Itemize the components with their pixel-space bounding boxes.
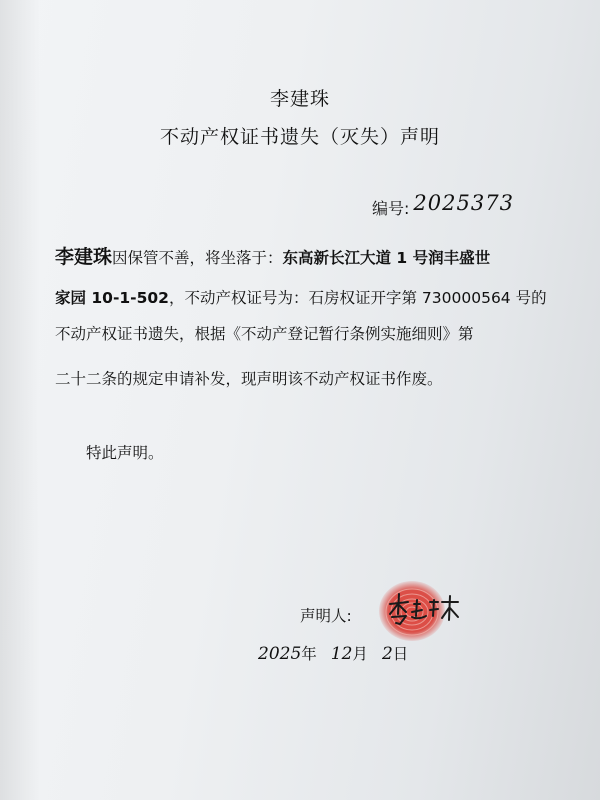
- document-title-name: 李建珠: [269, 88, 330, 110]
- serial-number: [372, 191, 514, 219]
- date-day-unit: 日: [392, 645, 409, 663]
- property-address-cont: 家园 10-1-502: [55, 289, 169, 307]
- date-year: 2025: [258, 644, 302, 664]
- date-day: 2: [381, 644, 393, 664]
- body-line-3: 不动产权证书遗失，根据《不动产登记暂行条例实施细则》第: [55, 325, 474, 343]
- closing-statement: 特此声明。: [86, 444, 164, 462]
- date-month: 12: [330, 644, 353, 664]
- declaration-date: [258, 642, 408, 664]
- page-shadow: [0, 0, 40, 800]
- serial-value-handwritten: 2025373: [413, 191, 514, 215]
- serial-label: 编号:: [372, 199, 410, 218]
- declarant-line: [300, 604, 352, 626]
- body-line-4: 二十二条的规定申请补发，现声明该不动产权证书作废。: [55, 370, 443, 388]
- date-month-unit: 月: [352, 645, 368, 663]
- declarant-label: 声明人:: [300, 607, 352, 625]
- declarant-name: 李建珠: [55, 246, 113, 268]
- body-line-2: [55, 286, 547, 308]
- property-address: 东高新长江大道 1 号润丰盛世: [282, 249, 491, 267]
- handwritten-signature: [386, 590, 466, 630]
- body-text: 因保管不善，将坐落于：: [112, 249, 283, 267]
- body-text: ，不动产权证号为：石房权证开字第 730000564 号的: [168, 289, 547, 307]
- date-year-unit: 年: [301, 645, 317, 663]
- document-title: 不动产权证书遗失（灭失）声明: [159, 126, 440, 148]
- body-line-1: [55, 242, 490, 269]
